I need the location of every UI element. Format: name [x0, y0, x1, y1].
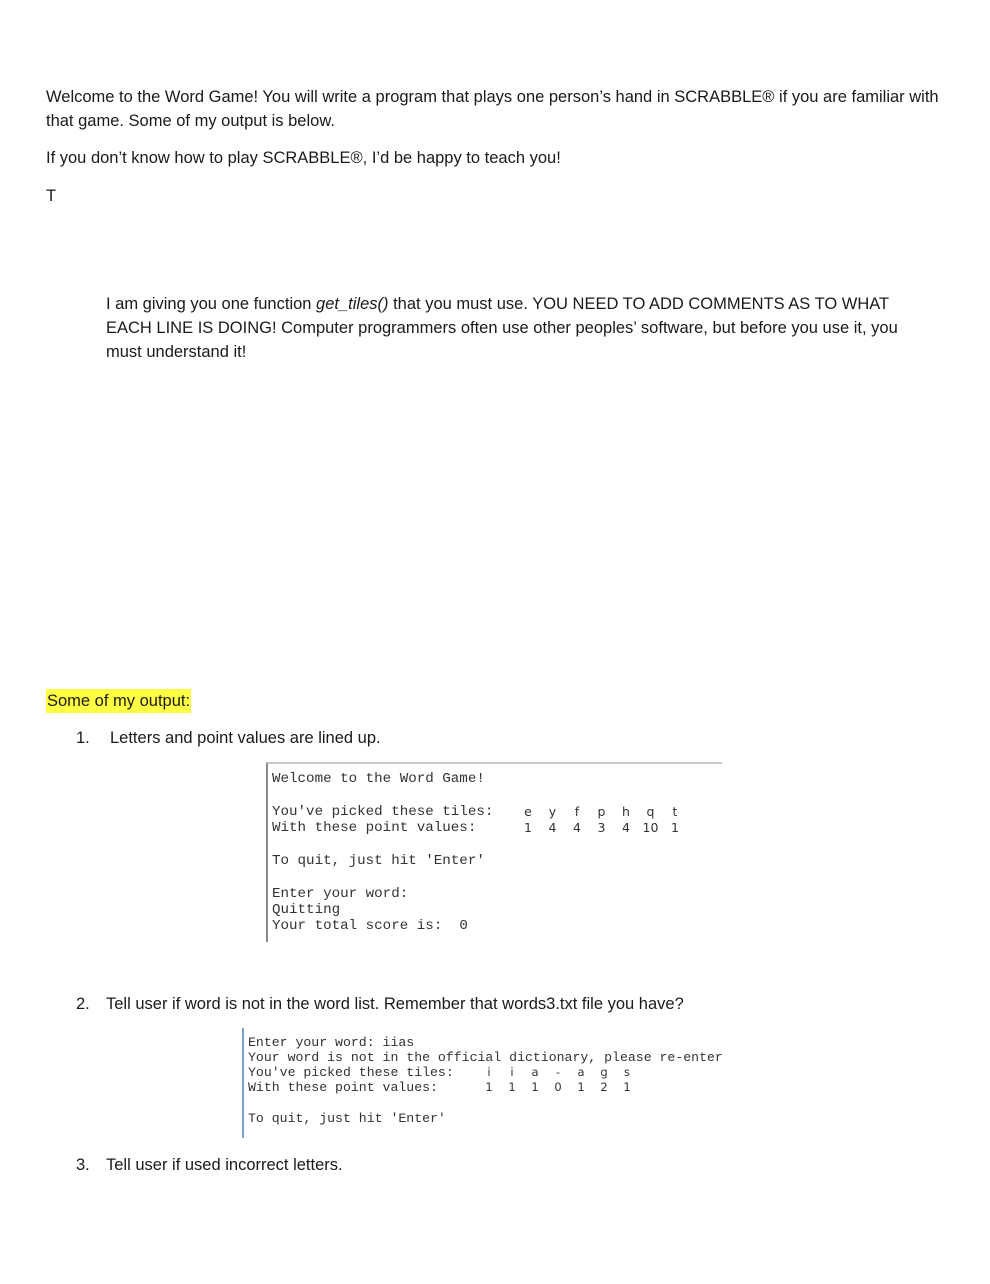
get-tiles-function-name: get_tiles() [316, 295, 389, 313]
tile-letter: - [555, 1065, 561, 1079]
tile-letter: f [574, 804, 580, 819]
console-score-line [272, 918, 468, 934]
list-item-number: 2. [76, 995, 90, 1013]
console-error-line: Your word is not in the official dictionary, please re-enter [248, 1050, 723, 1065]
tile-value: 10 [642, 820, 659, 835]
tile-value: 4 [548, 820, 557, 835]
tile-letter: s [624, 1065, 630, 1079]
console-quit-hint: To quit, just hit 'Enter' [248, 1111, 446, 1126]
console-quit-hint: To quit, just hit 'Enter' [272, 853, 485, 869]
tile-letter: a [577, 1065, 585, 1079]
tile-value: 1 [531, 1080, 539, 1094]
console-picked-label: You've picked these tiles: [272, 804, 494, 820]
tile-letter: y [548, 804, 557, 819]
list-item-text: Tell user if word is not in the word list. Remember that words3.txt file you have? [106, 995, 684, 1013]
get-tiles-text-before: I am giving you one function [106, 295, 317, 313]
console-quitting-line: Quitting [272, 902, 341, 918]
tile-value: 1 [577, 1080, 585, 1094]
console-welcome-line: Welcome to the Word Game! [272, 771, 485, 787]
tile-letter: i [487, 1065, 491, 1079]
console-output-1 [266, 762, 722, 942]
tile-letter: e [524, 804, 532, 819]
console-enter-prompt: Enter your word: [272, 886, 409, 902]
teach-offer-paragraph: If you don’t know how to play SCRABBLE®, I’d be happy to teach you! [46, 149, 561, 167]
console-values-label: With these point values: [272, 820, 477, 836]
tile-letter: g [600, 1065, 608, 1079]
tile-value: 1 [508, 1080, 516, 1094]
tile-value: 1 [623, 1080, 631, 1094]
get-tiles-text-after: that you must use. YOU NEED TO ADD COMMENTS AS TO WHAT EACH LINE IS DOING! Computer programmers often use other peoples’ software, but before you use it, you must understand it! [106, 295, 898, 361]
console-output-2 [242, 1028, 723, 1138]
tile-letter: t [672, 804, 678, 819]
stray-letter: T [46, 187, 57, 205]
list-item-number: 3. [76, 1156, 90, 1174]
list-item-text: Tell user if used incorrect letters. [106, 1156, 343, 1174]
console-values-label: With these point values: [248, 1080, 438, 1095]
console-score-label: Your total score is: [272, 918, 443, 934]
tile-value: 4 [573, 820, 581, 835]
tile-value: 1 [671, 820, 679, 835]
tile-value: 3 [597, 820, 606, 835]
console-score-value: 0 [459, 918, 468, 934]
output-heading: Some of my output: [46, 689, 191, 713]
list-item-text: Letters and point values are lined up. [110, 729, 381, 747]
tile-value: 4 [622, 820, 630, 835]
tile-letter: i [510, 1065, 514, 1079]
tile-letter: h [622, 804, 630, 819]
tile-value: 1 [524, 820, 532, 835]
get-tiles-paragraph [106, 292, 936, 364]
tile-letter: p [597, 804, 606, 819]
console-picked-label: You've picked these tiles: [248, 1065, 454, 1080]
tile-value: 1 [485, 1080, 493, 1094]
tile-value: 0 [554, 1080, 562, 1094]
tile-value: 2 [600, 1080, 608, 1094]
tile-letter: a [531, 1065, 539, 1079]
console-enter-prompt: Enter your word: iias [248, 1035, 415, 1050]
intro-paragraph: Welcome to the Word Game! You will write a program that plays one person’s hand in SCRABBLE® if you are familiar with that game. Some of my output is below. [46, 88, 939, 130]
tile-letter: q [646, 804, 655, 819]
list-item-number: 1. [76, 729, 90, 747]
